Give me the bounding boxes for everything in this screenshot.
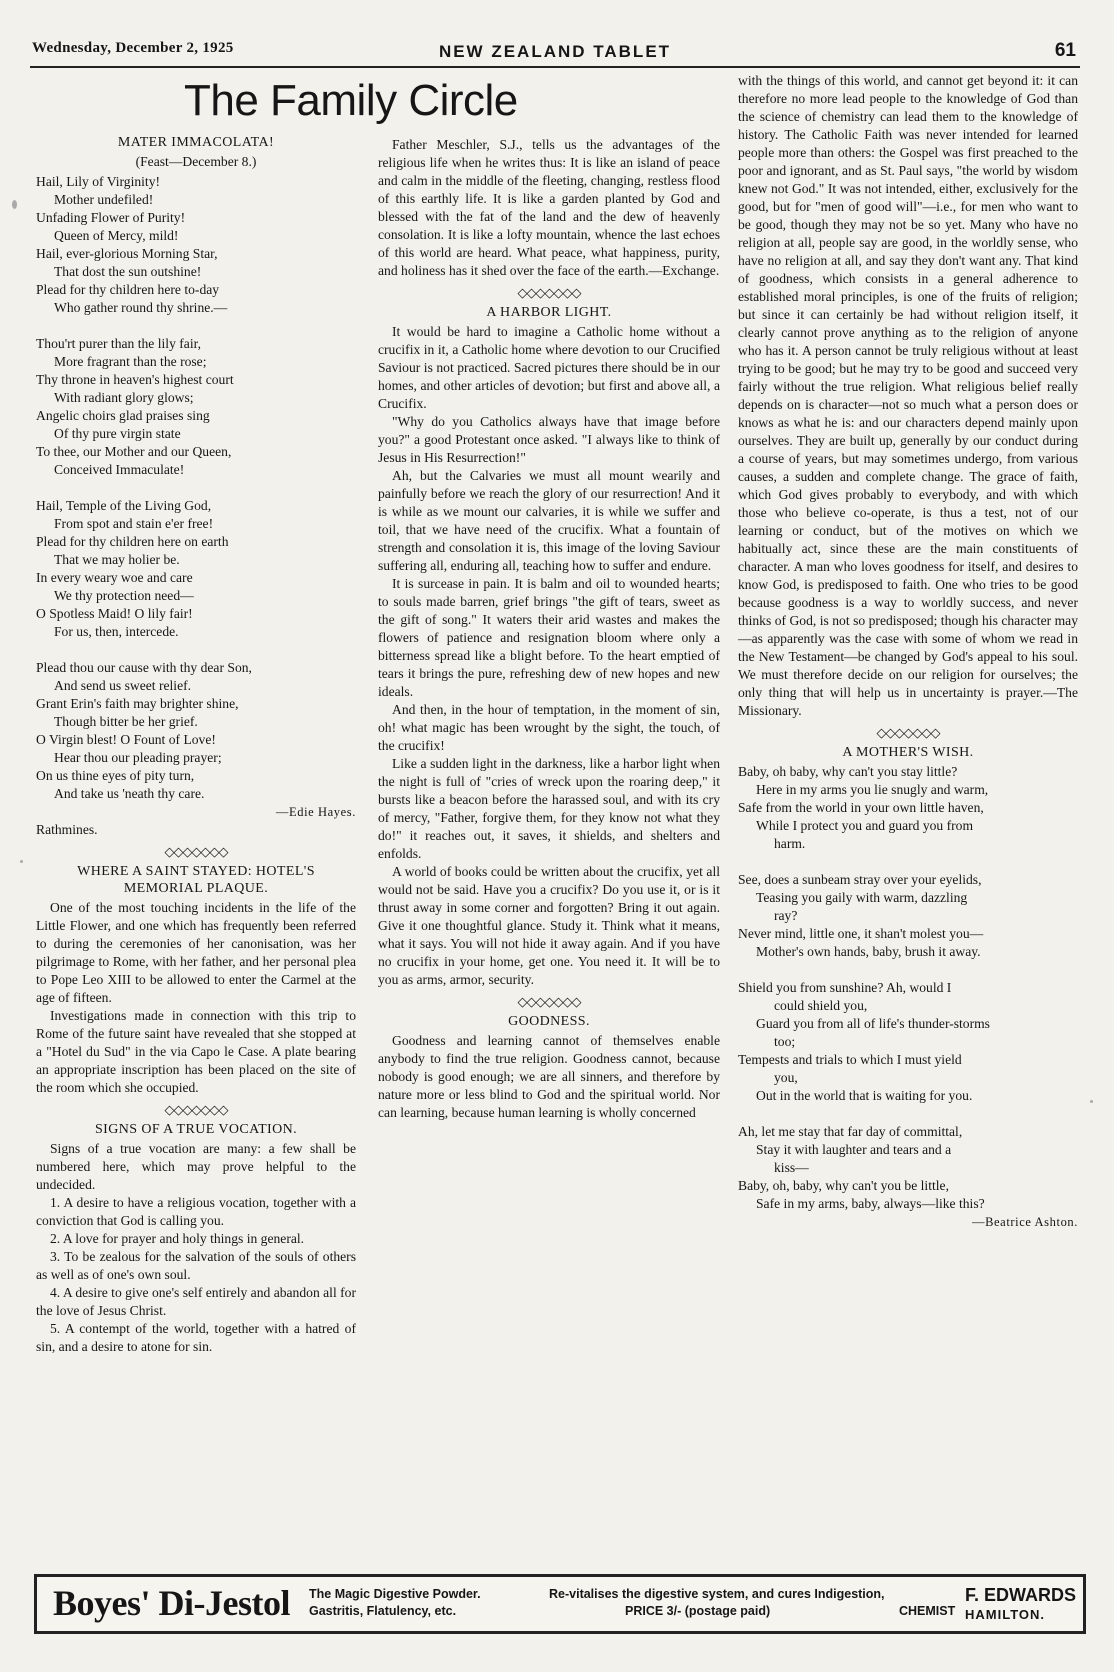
meschler-article <box>378 136 720 280</box>
poem-line: Mother's own hands, baby, brush it away. <box>756 944 981 959</box>
ad-price: PRICE 3/- (postage paid) <box>625 1604 771 1618</box>
article-paragraph: One of the most touching incidents in the life of the Little Flower, and one which has frequently been referred to during the ceremonies of her canonisation, was her pilgrimage to Rome, with her father, and her personal plea to Pope Leo XIII to be allowed to enter the Carmel at the age of fifteen. <box>36 900 356 1005</box>
ornament-divider: ◇◇◇◇◇◇◇ <box>517 285 581 300</box>
poem-line: Baby, oh, baby, why can't you be little, <box>738 1178 949 1193</box>
poem-line: Stay it with laughter and tears and a <box>756 1142 952 1157</box>
poem-line: could shield you, <box>774 998 868 1013</box>
article-paragraph: And then, in the hour of temptation, in the moment of sin, oh! what magic has been wrought by the sight, the touch, of the crucifix! <box>378 702 720 753</box>
article-paragraph: 5. A contempt of the world, together with a hatred of sin, and a desire to atone for sin. <box>36 1321 356 1354</box>
article-paragraph: Father Meschler, S.J., tells us the advantages of the religious life when he writes thus: It is like an island of peace and calm in the middle of the fleeting, changing, restless flood of this earthly life. It is like a garden planted by God and blessed with the fat of the land and the dew of heavenly consolation. It is like a lofty mountain, whence the last echoes of this world are heard. What peace, what happiness, purity, and holiness has it shed over the face of the earth.—Exchange. <box>378 137 720 278</box>
print-speck <box>20 860 23 863</box>
ornament-divider: ◇◇◇◇◇◇◇ <box>164 1102 228 1117</box>
poem-stanza <box>738 979 1078 1105</box>
poem-line: Here in my arms you lie snugly and warm, <box>756 782 989 797</box>
vocation-article <box>36 1140 356 1356</box>
poem-stanza <box>36 659 356 803</box>
poem-line: With radiant glory glows; <box>54 390 194 405</box>
section-title: The Family Circle <box>184 76 518 125</box>
article-paragraph: 2. A love for prayer and holy things in general. <box>50 1231 305 1246</box>
article-paragraph: 3. To be zealous for the salvation of the souls of others as well as of one's own soul. <box>36 1249 356 1282</box>
poem-line: harm. <box>774 836 806 851</box>
issue-date: Wednesday, December 2, 1925 <box>32 40 234 56</box>
poem-line: Baby, oh baby, why can't you stay little? <box>738 764 958 779</box>
ad-description-line: Gastritis, Flatulency, etc. <box>309 1604 457 1618</box>
poem-stanza <box>36 335 356 479</box>
mater-heading: MATER IMMACOLATA! <box>117 135 275 150</box>
ad-description-line: The Magic Digestive Powder. <box>309 1587 481 1601</box>
poem-line: Grant Erin's faith may brighter shine, <box>36 696 239 711</box>
poem-line: Angelic choirs glad praises sing <box>36 408 210 423</box>
poem-line: Ah, let me stay that far day of committal, <box>738 1124 963 1139</box>
poem-line: Though bitter be her grief. <box>54 714 198 729</box>
goodness-article <box>378 1032 720 1122</box>
goodness-heading: GOODNESS. <box>508 1014 590 1029</box>
poem-line: Shield you from sunshine? Ah, would I <box>738 980 952 995</box>
article-paragraph: It would be hard to imagine a Catholic home without a crucifix in it, a Catholic home where devotion to our Crucified Saviour is not practiced. Sacred pictures there should be in our homes, and other articles of devotion; but first and above all, a Crucifix. <box>378 324 720 411</box>
poem-line: That dost the sun outshine! <box>54 264 202 279</box>
page-number: 61 <box>1054 40 1076 61</box>
vocation-heading: SIGNS OF A TRUE VOCATION. <box>94 1122 297 1137</box>
article-paragraph: with the things of this world, and cannot get beyond it: it can therefore no more lead people to the knowledge of God than the science of chemistry can lead them to the knowledge of history. The Catholic Faith was never intended for learned people more than others: the Gospel was first preached to the poor and ignorant, and as St. Paul says, "the world by wisdom knew not God." It was not intended, either, exclusively for the good, but for "men of good will"—i.e., for men who want to be good, though they may not be so yet. Many who have no religion at all, people say are good, in the worldly sense, who have no religion at all, and say they don't want any. That kind of goodness, which consists in a general adherence to established moral principles, is one of the fruits of religion; but since it can certainly be had without religion itself, it clearly cannot prove anything as to the religion of anyone who has it. A person cannot be truly religious without at least trying to be good; but he may try to be good and succeed very fairly without the true religion. What religious belief really depends on is character—not so much what a person does or knows as what he is: and our characters depend mainly upon ourselves. They are built up, generally by our conduct during a course of years, but may sometimes undergo, from various causes, a sudden and complete change. The grace of faith, which God gives probably to everybody, and with which those who believe co-operate, is thus a test, not of our learning or conduct, but of the motives on which we habitually act, since these are the main constituents of character. A man who loves goodness for itself, and desires to know God, is predisposed to faith. One who tries to be good because goodness is a way to worldly success, and never thinks of God, is not so predisposed; though his character may—as apparently was the case with some of whom we read in the New Testament—be changed by God's appeal to his soul. We must therefore decide on our religion for ourselves; the only thing that will help us in uncertainty is prayer.—The Missionary. <box>738 73 1078 718</box>
poem-line: We thy protection need— <box>54 588 194 603</box>
ornament-divider: ◇◇◇◇◇◇◇ <box>876 725 940 740</box>
wish-heading: A MOTHER'S WISH. <box>842 745 974 760</box>
poem-line: you, <box>774 1070 798 1085</box>
poem-line: Out in the world that is waiting for you. <box>756 1088 973 1103</box>
poem-line: Hail, ever-glorious Morning Star, <box>36 246 218 261</box>
ad-merchant-city: HAMILTON. <box>965 1607 1046 1622</box>
poem-line: See, does a sunbeam stray over your eyelids, <box>738 872 982 887</box>
poem-line: too; <box>774 1034 796 1049</box>
article-paragraph: Signs of a true vocation are many: a few shall be numbered here, which may prove helpful to the undecided. <box>36 1141 356 1192</box>
poem-line: Mother undefiled! <box>54 192 154 207</box>
ad-description <box>309 1586 481 1620</box>
poem-line: In every weary woe and care <box>36 570 193 585</box>
poem-line: kiss— <box>774 1160 809 1175</box>
poem-line: Thou'rt purer than the lily fair, <box>36 336 201 351</box>
saint-heading: WHERE A SAINT STAYED: HOTEL'S MEMORIAL PLAQUE. <box>77 864 315 896</box>
poem-line: Plead for thy children here to-day <box>36 282 220 297</box>
harbor-article <box>378 323 720 989</box>
harbor-heading: A HARBOR LIGHT. <box>486 305 612 320</box>
advertisement-banner <box>34 1574 1086 1634</box>
poem-line: Teasing you gaily with warm, dazzling <box>756 890 968 905</box>
column-2 <box>378 80 720 1122</box>
poem-stanza <box>738 1123 1078 1213</box>
poem-line: More fragrant than the rose; <box>54 354 207 369</box>
article-paragraph: Goodness and learning cannot of themselves enable anybody to find the true religion. Goodness cannot, because nobody is good enough; we are all sinners, and therefore by nature more or less blind to God and the spiritual world. Nor can learning, because human learning is wholly concerned <box>378 1033 720 1120</box>
mater-poem <box>36 173 356 839</box>
poem-line: And take us 'neath thy care. <box>54 786 205 801</box>
page-header <box>30 36 1080 68</box>
print-speck <box>1090 1100 1093 1103</box>
article-paragraph: It is surcease in pain. It is balm and oil to wounded hearts; to souls made barren, grief brings "the gift of tears, sweet as the gift of song." It waters their arid wastes and makes the flowers of patience and resignation bloom where only a bitterness spread like a blight before. To the heart emptied of tears it brings the pure, refreshing dew of new hopes and new ideals. <box>378 576 720 699</box>
ad-claim-text: Re-vitalises the digestive system, and cures Indigestion, <box>549 1587 885 1601</box>
poem-line: O Spotless Maid! O lily fair! <box>36 606 193 621</box>
poem-stanza <box>36 173 356 317</box>
poem-line: To thee, our Mother and our Queen, <box>36 444 232 459</box>
article-paragraph: A world of books could be written about the crucifix, yet all would not be said. Have you a crucifix? Do you use it, or is it thrust away in some corner and forgotten? Bring it out again. Give it one thoughtful glance. Study it. Think what it means, what it says. You will not hide it away again. And if you have no crucifix in your home, get one. You need it. It will be to you as arms, armor, security. <box>378 864 720 987</box>
ad-claim <box>549 1586 885 1620</box>
poem-line: And send us sweet relief. <box>54 678 192 693</box>
ad-chemist-label: CHEMIST <box>899 1604 956 1618</box>
article-paragraph: "Why do you Catholics always have that image before you?" a good Protestant once asked. "I always like to think of Jesus in His Resurrection!" <box>378 414 720 465</box>
print-speck <box>12 200 17 209</box>
poem-line: Who gather round thy shrine.— <box>54 300 228 315</box>
poem-line: That we may holier be. <box>54 552 180 567</box>
article-paragraph: Like a sudden light in the darkness, like a harbor light when the night is full of "cries of wreck upon the roaring deep," it bursts like a beacon before the harassed soul, and with its cry of mercy, "Father, forgive them, for they know not what they do!" it reaches out, it saves, it shields, and shelters and enfolds. <box>378 756 720 861</box>
poem-line: Of thy pure virgin state <box>54 426 181 441</box>
poem-line: O Virgin blest! O Fount of Love! <box>36 732 216 747</box>
ad-brand-name: Boyes' Di-Jestol <box>53 1583 290 1623</box>
mater-feast: (Feast—December 8.) <box>135 154 257 169</box>
poem-line: Safe in my arms, baby, always—like this? <box>756 1196 985 1211</box>
ornament-divider: ◇◇◇◇◇◇◇ <box>164 844 228 859</box>
poem-line: From spot and stain e'er free! <box>54 516 214 531</box>
poem-line: Tempests and trials to which I must yield <box>738 1052 962 1067</box>
saint-article <box>36 899 356 1097</box>
poem-author: —Beatrice Ashton. <box>971 1215 1078 1229</box>
article-paragraph: Ah, but the Calvaries we must all mount wearily and painfully before we reach the glory of our resurrection! And it is while as we mount our calvaries, it is while we suffer and toil, that we have need of the crucifix. What a fountain of strength and consolation it is, this image of the loving Saviour suffering all, enduring all, teaching how to suffer and endure. <box>378 468 720 573</box>
column-3 <box>738 72 1078 1231</box>
poem-place: Rathmines. <box>36 822 98 837</box>
article-paragraph: 4. A desire to give one's self entirely and abandon all for the love of Jesus Christ. <box>36 1285 356 1318</box>
poem-line: On us thine eyes of pity turn, <box>36 768 195 783</box>
ad-merchant <box>965 1586 1076 1624</box>
article-paragraph: 1. A desire to have a religious vocation, together with a conviction that God is calling you. <box>36 1195 356 1228</box>
ornament-divider: ◇◇◇◇◇◇◇ <box>517 994 581 1009</box>
poem-line: Never mind, little one, it shan't molest you— <box>738 926 984 941</box>
poem-line: For us, then, intercede. <box>54 624 179 639</box>
poem-line: Unfading Flower of Purity! <box>36 210 186 225</box>
poem-line: Thy throne in heaven's highest court <box>36 372 234 387</box>
article-paragraph: Investigations made in connection with this trip to Rome of the future saint have revealed that she stopped at a "Hotel du Sud" in the via Capo le Case. A plate bearing an appropriate inscription has been placed on the site of the room which she occupied. <box>36 1008 356 1095</box>
poem-line: Hail, Temple of the Living God, <box>36 498 212 513</box>
wish-poem <box>738 763 1078 1231</box>
poem-stanza <box>738 763 1078 853</box>
poem-line: Plead thou our cause with thy dear Son, <box>36 660 252 675</box>
poem-line: Guard you from all of life's thunder-storms <box>756 1016 990 1031</box>
poem-line: Plead for thy children here on earth <box>36 534 229 549</box>
poem-stanza <box>738 871 1078 961</box>
poem-stanza <box>36 497 356 641</box>
poem-line: Queen of Mercy, mild! <box>54 228 179 243</box>
poem-line: ray? <box>774 908 798 923</box>
poem-line: Hear thou our pleading prayer; <box>54 750 222 765</box>
goodness-article-continued <box>738 72 1078 720</box>
poem-author: —Edie Hayes. <box>275 805 356 819</box>
ad-merchant-name: F. EDWARDS <box>965 1585 1077 1605</box>
column-1 <box>36 74 518 1356</box>
newspaper-name: NEW ZEALAND TABLET <box>438 42 672 61</box>
poem-line: Conceived Immaculate! <box>54 462 185 477</box>
poem-line: While I protect you and guard you from <box>756 818 974 833</box>
poem-line: Safe from the world in your own little haven, <box>738 800 984 815</box>
poem-line: Hail, Lily of Virginity! <box>36 174 161 189</box>
